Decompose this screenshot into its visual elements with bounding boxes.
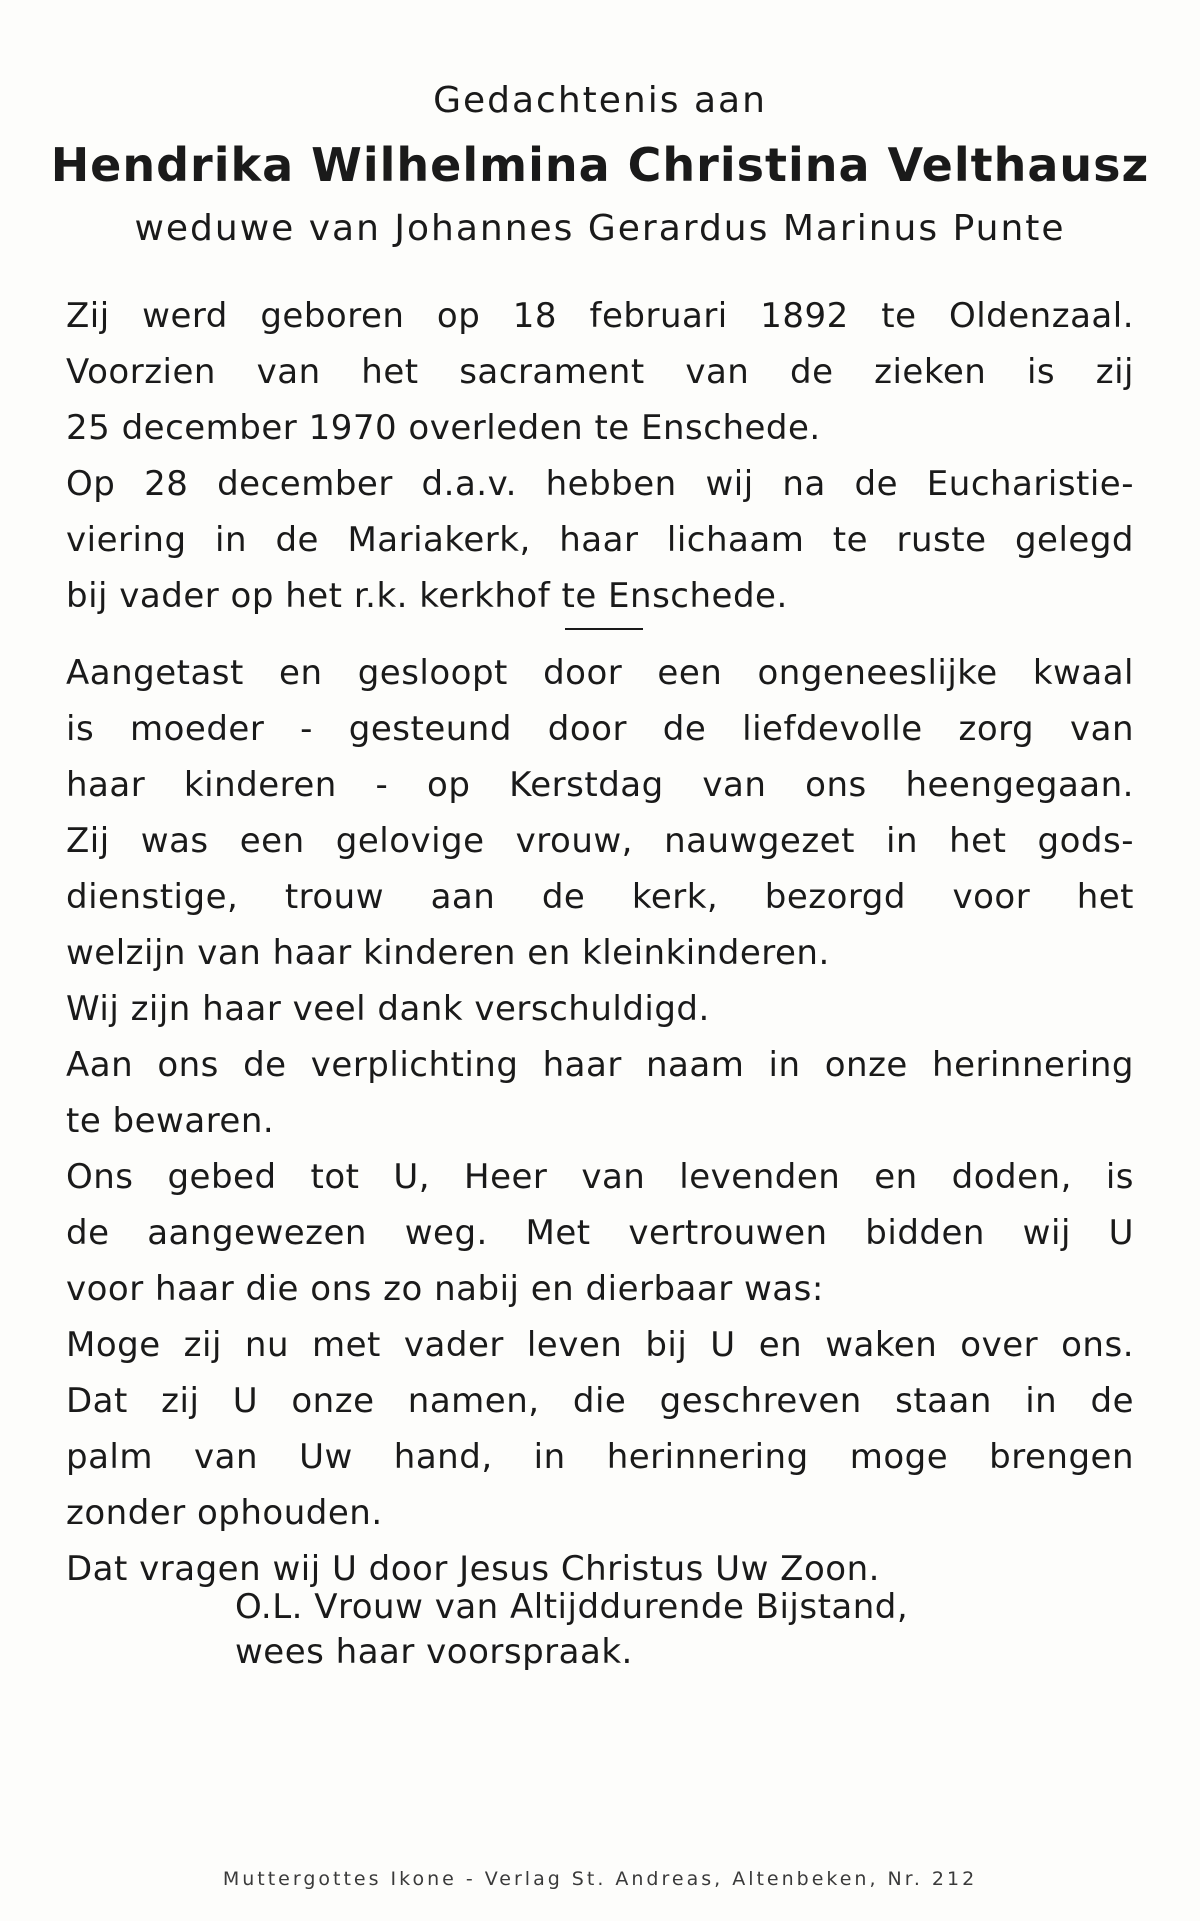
tribute-line: zonder ophouden.	[66, 1493, 383, 1533]
deceased-name: Hendrika Wilhelmina Christina Velthausz	[50, 138, 1150, 192]
tribute-line: Aan ons de verplichting haar naam in onze herinnering	[66, 1045, 1134, 1085]
tribute-line: voor haar die ons zo nabij en dierbaar was:	[66, 1269, 824, 1309]
tribute-line: Dat vragen wij U door Jesus Christus Uw Zoon.	[66, 1549, 880, 1589]
tribute-line: is moeder - gesteund door de liefdevolle zorg van	[66, 709, 1134, 749]
section-divider	[565, 628, 643, 630]
tribute-paragraph	[66, 645, 1134, 1597]
biography-line: bij vader op het r.k. kerkhof te Enschede.	[66, 576, 788, 616]
biography-line: Voorzien van het sacrament van de zieken is zij	[66, 352, 1134, 392]
biography-line: Zij werd geboren op 18 februari 1892 te Oldenzaal.	[66, 296, 1134, 336]
tribute-line: Zij was een gelovige vrouw, nauwgezet in het gods-	[66, 821, 1134, 861]
invocation-line: wees haar voorspraak.	[235, 1632, 633, 1672]
tribute-line: Ons gebed tot U, Heer van levenden en doden, is	[66, 1157, 1134, 1197]
tribute-line: haar kinderen - op Kerstdag van ons heengegaan.	[66, 765, 1134, 805]
card-intro: Gedachtenis aan	[433, 80, 767, 121]
invocation-block	[235, 1585, 1095, 1675]
biography-line: 25 december 1970 overleden te Enschede.	[66, 408, 821, 448]
tribute-line: te bewaren.	[66, 1101, 275, 1141]
biography-line: Op 28 december d.a.v. hebben wij na de Eucharistie-	[66, 464, 1134, 504]
tribute-line: Aangetast en gesloopt door een ongeneeslijke kwaal	[66, 653, 1134, 693]
publisher-footer: Muttergottes Ikone - Verlag St. Andreas, Altenbeken, Nr. 212	[222, 1868, 978, 1890]
invocation-line: O.L. Vrouw van Altijddurende Bijstand,	[235, 1587, 909, 1627]
biography-line: viering in de Mariakerk, haar lichaam te ruste gelegd	[66, 520, 1134, 560]
tribute-line: palm van Uw hand, in herinnering moge brengen	[66, 1437, 1134, 1477]
tribute-line: Wij zijn haar veel dank verschuldigd.	[66, 989, 710, 1029]
biography-paragraph	[66, 288, 1134, 624]
tribute-line: Moge zij nu met vader leven bij U en waken over ons.	[66, 1325, 1134, 1365]
tribute-line: de aangewezen weg. Met vertrouwen bidden wij U	[66, 1213, 1134, 1253]
tribute-line: welzijn van haar kinderen en kleinkinderen.	[66, 933, 830, 973]
tribute-line: Dat zij U onze namen, die geschreven staan in de	[66, 1381, 1134, 1421]
widow-of-line: weduwe van Johannes Gerardus Marinus Punte	[134, 208, 1066, 249]
tribute-line: dienstige, trouw aan de kerk, bezorgd voor het	[66, 877, 1134, 917]
